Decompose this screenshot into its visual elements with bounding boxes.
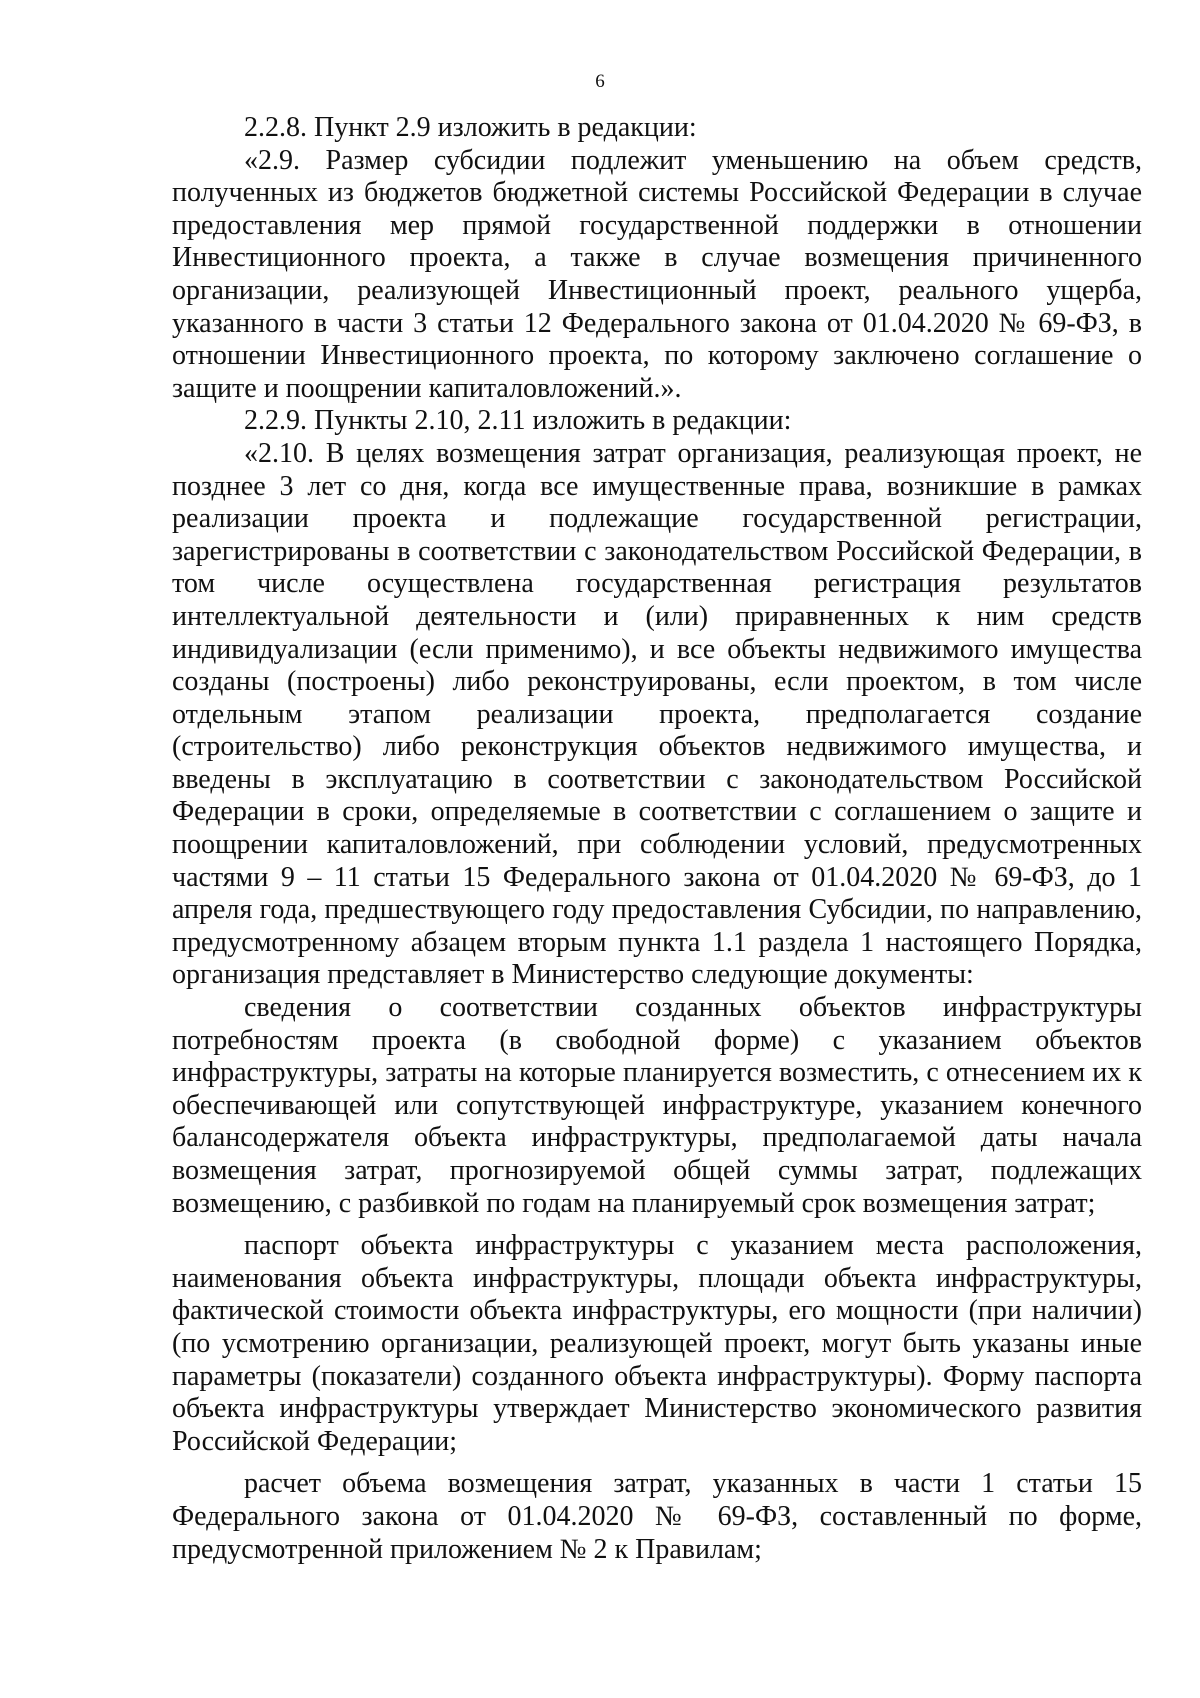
paragraph-2-9: «2.9. Размер субсидии подлежит уменьшению на объем средств, полученных из бюджетов бюджетной системы Российской Федерации в случае предоставления мер прямой государственной поддержки в отношении Инвестиционного проекта, а также в случае возмещения причиненного организации, реализующей Инвестиционный проект, реального ущерба, указанного в части 3 статьи 12 Федерального закона от 01.04.2020 № 69-ФЗ, в отношении Инвестиционного проекта, по которому заключено соглашение о защите и поощрении капиталовложений.». xyxy=(172,144,1142,404)
document-body xyxy=(172,112,1142,1566)
paragraph-2-10: «2.10. В целях возмещения затрат организация, реализующая проект, не позднее 3 лет со дня, когда все имущественные права, возникшие в рамках реализации проекта и подлежащие государственной регистрации, зарегистрированы в соответствии с законодательством Российской Федерации, в том числе осуществлена государственная регистрация результатов интеллектуальной деятельности и (или) приравненных к ним средств индивидуализации (если применимо), и все объекты недвижимого имущества созданы (построены) либо реконструированы, если проектом, в том числе отдельным этапом реализации проекта, предполагается создание (строительство) либо реконструкция объектов недвижимого имущества, и введены в эксплуатацию в соответствии с законодательством Российской Федерации в сроки, определяемые в соответствии с соглашением о защите и поощрении капиталовложений, при соблюдении условий, предусмотренных частями 9 – 11 статьи 15 Федерального закона от 01.04.2020 № 69-ФЗ, до 1 апреля года, предшествующего году предоставления Субсидии, по направлению, предусмотренному абзацем вторым пункта 1.1 раздела 1 настоящего Порядка, организация представляет в Министерство следующие документы: xyxy=(172,437,1142,991)
page-number: 6 xyxy=(595,71,605,92)
paragraph-infrastructure-info: сведения о соответствии созданных объектов инфраструктуры потребностям проекта (в свободной форме) с указанием объектов инфраструктуры, затраты на которые планируется возместить, с отнесением их к обеспечивающей или сопутствующей инфраструктуре, указанием конечного балансодержателя объекта инфраструктуры, предполагаемой даты начала возмещения затрат, прогнозируемой общей суммы затрат, подлежащих возмещению, с разбивкой по годам на планируемый срок возмещения затрат; xyxy=(172,992,1142,1219)
paragraph-infrastructure-passport: паспорт объекта инфраструктуры с указанием места расположения, наименования объекта инфраструктуры, площади объекта инфраструктуры, фактической стоимости объекта инфраструктуры, его мощности (при наличии) (по усмотрению организации, реализующей проект, могут быть указаны иные параметры (показатели) созданного объекта инфраструктуры). Форму паспорта объекта инфраструктуры утверждает Министерство экономического развития Российской Федерации; xyxy=(172,1230,1142,1457)
paragraph-cost-calculation: расчет объема возмещения затрат, указанных в части 1 статьи 15 Федерального закона от 01.04.2020 № 69-ФЗ, составленный по форме, предусмотренной приложением № 2 к Правилам; xyxy=(172,1468,1142,1565)
paragraph-2-2-9: 2.2.9. Пункты 2.10, 2.11 изложить в редакции: xyxy=(244,405,792,437)
paragraph-2-2-8: 2.2.8. Пункт 2.9 изложить в редакции: xyxy=(244,112,697,143)
